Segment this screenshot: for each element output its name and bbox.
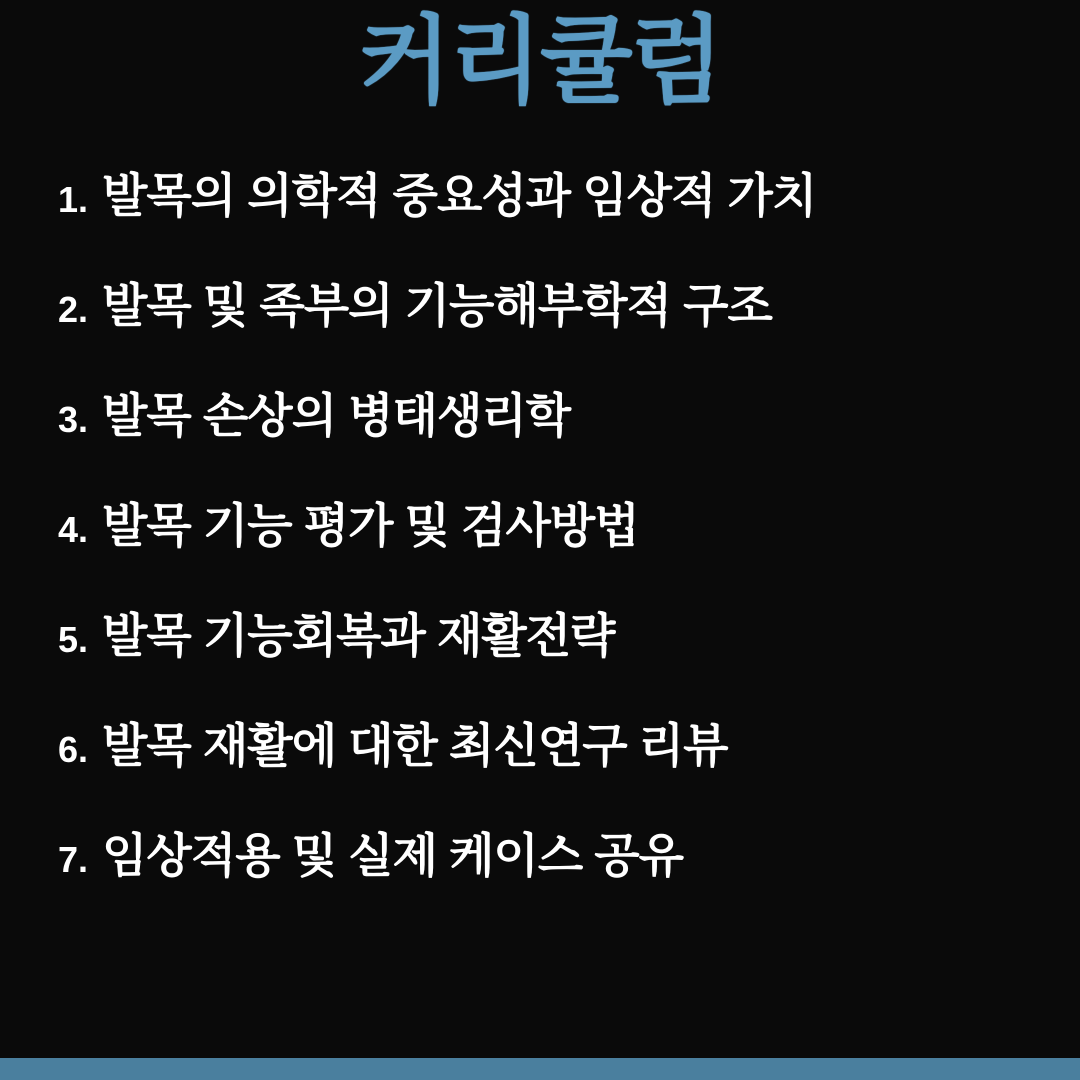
- list-item-label: 발목 손상의 병태생리학: [102, 389, 571, 442]
- list-item-label: 임상적용 및 실제 케이스 공유: [102, 829, 684, 882]
- list-item: [0, 830, 1080, 940]
- list-item-number: 2.: [58, 289, 89, 330]
- curriculum-list: [0, 170, 1080, 940]
- list-item: [0, 720, 1080, 830]
- list-item-label: 발목 기능회복과 재활전략: [102, 609, 615, 662]
- list-item-number: 4.: [58, 509, 89, 550]
- page-title: 커리큘럼: [358, 8, 722, 115]
- list-item-number: 7.: [58, 839, 89, 880]
- list-item-label: 발목 및 족부의 기능해부학적 구조: [102, 279, 772, 332]
- list-item-label: 발목 기능 평가 및 검사방법: [102, 499, 639, 552]
- list-item: [0, 170, 1080, 280]
- list-item-number: 1.: [58, 179, 89, 220]
- list-item-number: 5.: [58, 619, 89, 660]
- list-item-label: 발목의 의학적 중요성과 임상적 가치: [102, 169, 817, 222]
- list-item-number: 3.: [58, 399, 89, 440]
- list-item: [0, 280, 1080, 390]
- footer-accent-bar: [0, 1058, 1080, 1080]
- list-item-label: 발목 재활에 대한 최신연구 리뷰: [102, 719, 728, 772]
- list-item: [0, 390, 1080, 500]
- list-item-number: 6.: [58, 729, 89, 770]
- list-item: [0, 610, 1080, 720]
- list-item: [0, 500, 1080, 610]
